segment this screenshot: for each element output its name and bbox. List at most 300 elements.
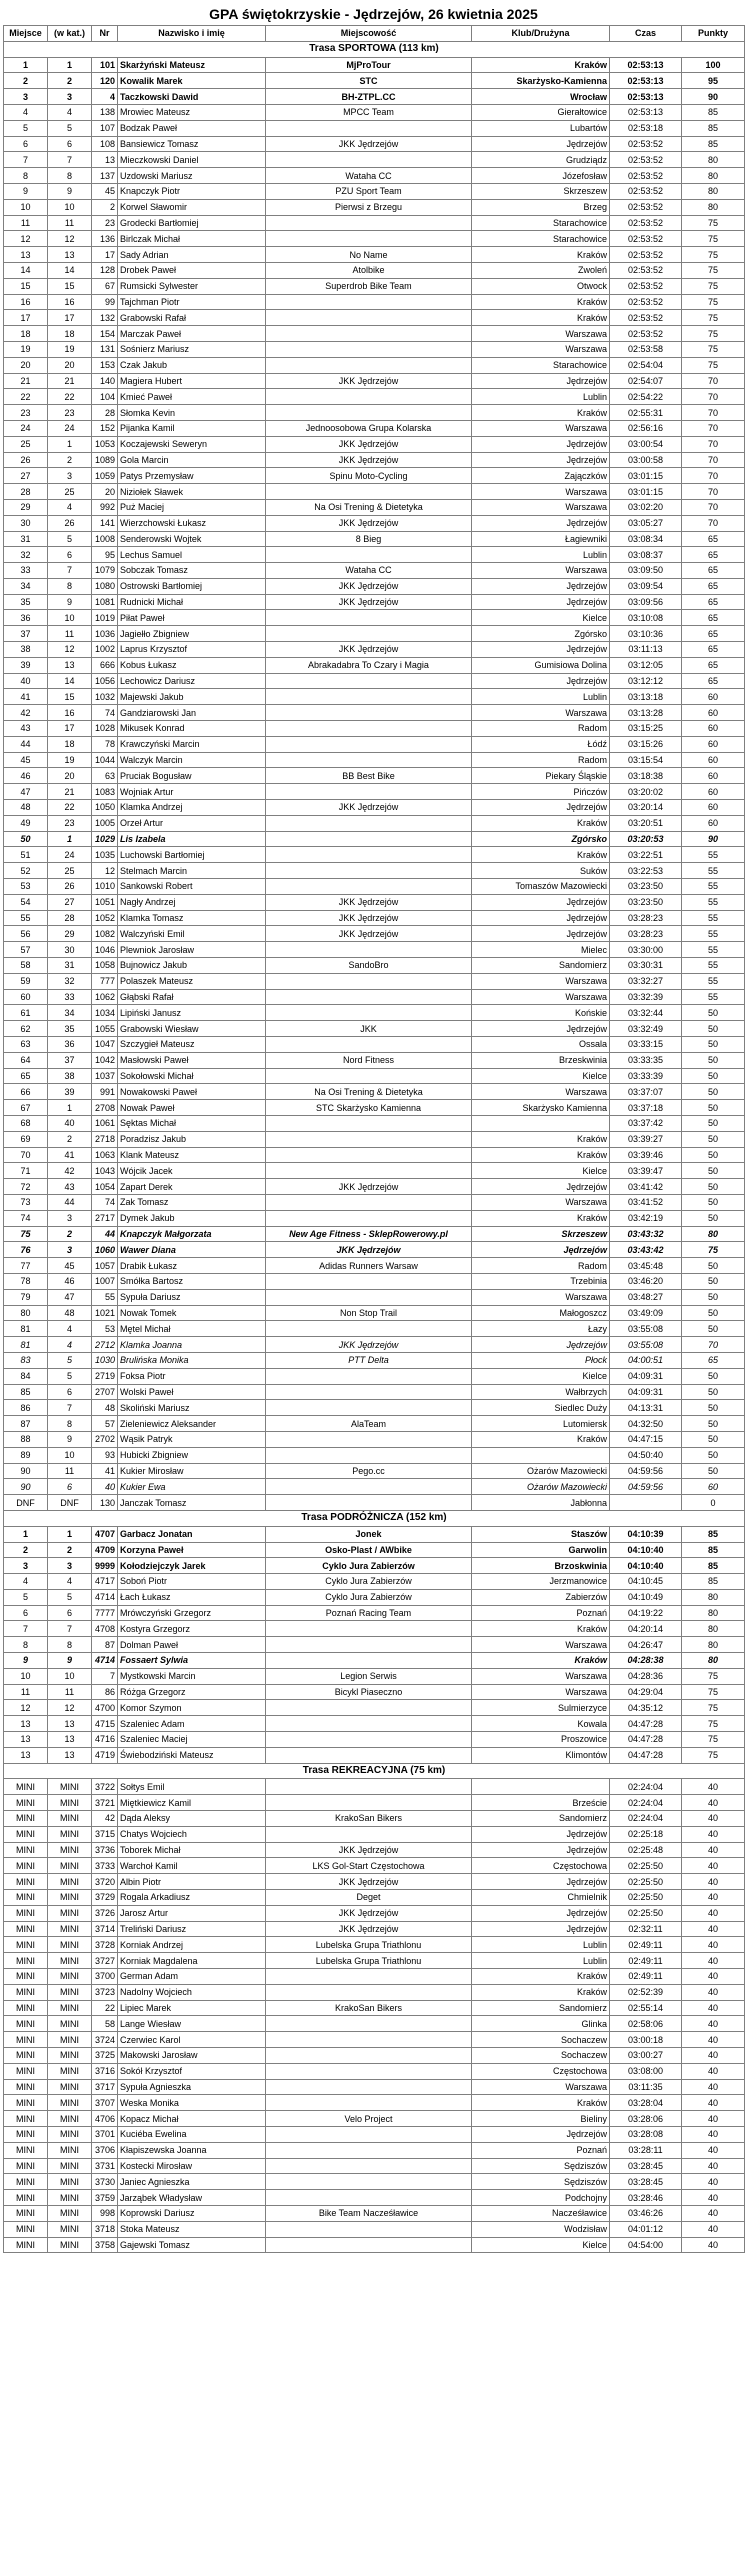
table-row (4, 1842, 745, 1858)
cell-number: 153 (92, 357, 118, 373)
cell-place: 89 (4, 1447, 48, 1463)
cell-number: 137 (92, 168, 118, 184)
cell-number: 1082 (92, 926, 118, 942)
table-row (4, 894, 745, 910)
cell-name: Lipiński Janusz (118, 1005, 266, 1021)
cell-points: 40 (682, 2126, 745, 2142)
cell-time: 03:48:27 (610, 1289, 682, 1305)
cell-number: 28 (92, 405, 118, 421)
cell-category-place: 15 (48, 689, 92, 705)
cell-points: 40 (682, 2016, 745, 2032)
cell-city: Warszawa (472, 1289, 610, 1305)
cell-city: Kraków (472, 815, 610, 831)
cell-club: JKK Jędrzejów (266, 910, 472, 926)
cell-points: 75 (682, 294, 745, 310)
cell-time: 02:25:50 (610, 1905, 682, 1921)
cell-category-place: 13 (48, 247, 92, 263)
cell-city: Lublin (472, 1953, 610, 1969)
table-row (4, 1558, 745, 1574)
cell-number: 152 (92, 420, 118, 436)
cell-club: Lubelska Grupa Triathlonu (266, 1953, 472, 1969)
cell-club (266, 405, 472, 421)
table-row (4, 247, 745, 263)
table-row (4, 1953, 745, 1969)
cell-number: 101 (92, 57, 118, 73)
cell-number: 1002 (92, 642, 118, 658)
cell-place: 36 (4, 610, 48, 626)
cell-club (266, 736, 472, 752)
cell-name: Walczyk Marcin (118, 752, 266, 768)
cell-number: 3707 (92, 2095, 118, 2111)
cell-city: Brzeście (472, 1795, 610, 1811)
cell-points: 50 (682, 1447, 745, 1463)
cell-club (266, 1147, 472, 1163)
cell-time: 03:55:08 (610, 1321, 682, 1337)
cell-number: 131 (92, 341, 118, 357)
cell-city: Warszawa (472, 989, 610, 1005)
cell-time: 04:10:40 (610, 1542, 682, 1558)
table-row (4, 357, 745, 373)
cell-points: 55 (682, 863, 745, 879)
cell-club (266, 215, 472, 231)
cell-city: Kraków (472, 310, 610, 326)
table-row (4, 1068, 745, 1084)
cell-place: 87 (4, 1416, 48, 1432)
cell-time: 04:20:14 (610, 1621, 682, 1637)
table-row (4, 2190, 745, 2206)
cell-number: 3729 (92, 1890, 118, 1906)
cell-points: 40 (682, 2158, 745, 2174)
cell-place: 86 (4, 1400, 48, 1416)
cell-points: 90 (682, 831, 745, 847)
cell-category-place: MINI (48, 2095, 92, 2111)
cell-name: Piłat Paweł (118, 610, 266, 626)
cell-number: 63 (92, 768, 118, 784)
cell-points: 40 (682, 2000, 745, 2016)
cell-name: Kmieć Paweł (118, 389, 266, 405)
cell-club (266, 2237, 472, 2253)
cell-points: 40 (682, 1874, 745, 1890)
cell-club: JKK Jędrzejów (266, 1337, 472, 1353)
cell-name: Nowakowski Paweł (118, 1084, 266, 1100)
cell-points: 50 (682, 1305, 745, 1321)
cell-points: 80 (682, 1621, 745, 1637)
cell-points: 50 (682, 1273, 745, 1289)
cell-points: 50 (682, 1400, 745, 1416)
cell-time: 03:28:04 (610, 2095, 682, 2111)
cell-points: 75 (682, 1700, 745, 1716)
table-row (4, 1416, 745, 1432)
cell-name: Brulińska Monika (118, 1352, 266, 1368)
cell-points: 60 (682, 689, 745, 705)
cell-place: 10 (4, 1668, 48, 1684)
cell-name: Mrowiec Mateusz (118, 104, 266, 120)
cell-time: 03:39:27 (610, 1131, 682, 1147)
table-row (4, 2079, 745, 2095)
cell-category-place: 15 (48, 278, 92, 294)
cell-club (266, 1621, 472, 1637)
cell-number: 1081 (92, 594, 118, 610)
cell-points: 85 (682, 1558, 745, 1574)
cell-points: 80 (682, 183, 745, 199)
cell-time: 02:25:50 (610, 1858, 682, 1874)
table-row (4, 1210, 745, 1226)
cell-points: 55 (682, 958, 745, 974)
cell-points: 65 (682, 673, 745, 689)
cell-place: 71 (4, 1163, 48, 1179)
cell-points: 55 (682, 910, 745, 926)
cell-category-place: 18 (48, 326, 92, 342)
cell-number: 3721 (92, 1795, 118, 1811)
cell-points: 50 (682, 1368, 745, 1384)
cell-number: 1063 (92, 1147, 118, 1163)
cell-points: 80 (682, 152, 745, 168)
cell-city: Jędrzejów (472, 1021, 610, 1037)
cell-name: Klamka Tomasz (118, 910, 266, 926)
cell-place: MINI (4, 1795, 48, 1811)
cell-category-place: MINI (48, 2063, 92, 2079)
cell-time: 03:09:56 (610, 594, 682, 610)
table-row (4, 1431, 745, 1447)
table-row (4, 815, 745, 831)
cell-city: Radom (472, 752, 610, 768)
cell-city: Poznań (472, 2142, 610, 2158)
cell-time: 02:49:11 (610, 1969, 682, 1985)
cell-city: Lublin (472, 389, 610, 405)
cell-club (266, 2063, 472, 2079)
cell-place: MINI (4, 2237, 48, 2253)
table-row (4, 2095, 745, 2111)
cell-club (266, 626, 472, 642)
cell-time: 02:53:52 (610, 247, 682, 263)
cell-city: Warszawa (472, 1084, 610, 1100)
table-row (4, 1005, 745, 1021)
cell-number: 74 (92, 705, 118, 721)
cell-city: Sandomierz (472, 1811, 610, 1827)
cell-number: 1036 (92, 626, 118, 642)
table-row (4, 547, 745, 563)
cell-time: 03:15:26 (610, 736, 682, 752)
cell-time: 03:02:20 (610, 499, 682, 515)
cell-name: Marczak Paweł (118, 326, 266, 342)
cell-time: 02:24:04 (610, 1779, 682, 1795)
cell-points: 70 (682, 499, 745, 515)
table-row (4, 736, 745, 752)
cell-place: 59 (4, 973, 48, 989)
cell-city: Kielce (472, 1068, 610, 1084)
header-number: Nr (92, 26, 118, 42)
cell-name: Sokołowski Michał (118, 1068, 266, 1084)
cell-place: MINI (4, 2190, 48, 2206)
cell-number: 1058 (92, 958, 118, 974)
cell-name: Korniak Magdalena (118, 1953, 266, 1969)
cell-category-place: 10 (48, 610, 92, 626)
cell-category-place: 1 (48, 1526, 92, 1542)
cell-category-place: 39 (48, 1084, 92, 1100)
cell-name: Chatys Wojciech (118, 1826, 266, 1842)
cell-time: 02:54:04 (610, 357, 682, 373)
cell-city: Częstochowa (472, 1858, 610, 1874)
cell-place: 73 (4, 1194, 48, 1210)
cell-name: Klamka Andrzej (118, 800, 266, 816)
table-row (4, 721, 745, 737)
cell-time: 02:53:52 (610, 310, 682, 326)
cell-place: 43 (4, 721, 48, 737)
cell-city: Warszawa (472, 499, 610, 515)
cell-time: 03:01:15 (610, 484, 682, 500)
cell-time: 04:47:15 (610, 1431, 682, 1447)
cell-club (266, 1653, 472, 1669)
section-header (4, 1510, 745, 1526)
cell-name: Albin Piotr (118, 1874, 266, 1890)
cell-points: 65 (682, 626, 745, 642)
cell-number: 1059 (92, 468, 118, 484)
cell-place: 55 (4, 910, 48, 926)
cell-number: 3714 (92, 1921, 118, 1937)
table-row (4, 531, 745, 547)
cell-place: 11 (4, 1684, 48, 1700)
cell-club (266, 1826, 472, 1842)
cell-name: Zak Tomasz (118, 1194, 266, 1210)
cell-points: 60 (682, 721, 745, 737)
cell-club: Adidas Runners Warsaw (266, 1258, 472, 1274)
cell-name: Mętel Michał (118, 1321, 266, 1337)
cell-city: Warszawa (472, 1637, 610, 1653)
table-row (4, 1352, 745, 1368)
cell-club (266, 1163, 472, 1179)
cell-points: 75 (682, 310, 745, 326)
cell-place: 75 (4, 1226, 48, 1242)
cell-club (266, 1795, 472, 1811)
cell-club (266, 752, 472, 768)
cell-category-place: 8 (48, 168, 92, 184)
cell-city: Sędziszów (472, 2174, 610, 2190)
cell-name: Toborek Michał (118, 1842, 266, 1858)
cell-club (266, 1194, 472, 1210)
table-row (4, 215, 745, 231)
cell-city: Chmielnik (472, 1890, 610, 1906)
cell-category-place: 5 (48, 531, 92, 547)
cell-number: 40 (92, 1479, 118, 1495)
cell-time: 03:33:39 (610, 1068, 682, 1084)
cell-time: 03:28:45 (610, 2158, 682, 2174)
cell-city: Kraków (472, 1969, 610, 1985)
cell-time: 03:41:52 (610, 1194, 682, 1210)
cell-category-place: 2 (48, 1542, 92, 1558)
cell-time: 03:11:13 (610, 642, 682, 658)
cell-category-place: 10 (48, 199, 92, 215)
cell-city: Łódź (472, 736, 610, 752)
cell-points: 65 (682, 610, 745, 626)
cell-club: JKK Jędrzejów (266, 594, 472, 610)
cell-place: 29 (4, 499, 48, 515)
cell-club: Pierwsi z Brzegu (266, 199, 472, 215)
cell-place: 81 (4, 1321, 48, 1337)
cell-place: 5 (4, 1589, 48, 1605)
cell-category-place: 12 (48, 1700, 92, 1716)
cell-points: 70 (682, 436, 745, 452)
cell-city: Kraków (472, 1147, 610, 1163)
results-table (3, 25, 745, 2253)
cell-number: 4715 (92, 1716, 118, 1732)
table-row (4, 1811, 745, 1827)
cell-number: 1030 (92, 1352, 118, 1368)
cell-points: 100 (682, 57, 745, 73)
cell-city: Garwolin (472, 1542, 610, 1558)
cell-club (266, 2048, 472, 2064)
table-row (4, 136, 745, 152)
cell-time: 02:53:52 (610, 231, 682, 247)
cell-place: 28 (4, 484, 48, 500)
table-row (4, 1795, 745, 1811)
cell-number: 1052 (92, 910, 118, 926)
cell-category-place: MINI (48, 1874, 92, 1890)
cell-place: 18 (4, 326, 48, 342)
table-row (4, 863, 745, 879)
cell-time: 03:37:07 (610, 1084, 682, 1100)
table-row (4, 2016, 745, 2032)
cell-time: 02:25:18 (610, 1826, 682, 1842)
cell-time: 03:08:34 (610, 531, 682, 547)
cell-place: 15 (4, 278, 48, 294)
cell-time: 03:37:42 (610, 1115, 682, 1131)
cell-number: 1043 (92, 1163, 118, 1179)
table-row (4, 1447, 745, 1463)
cell-points: 65 (682, 1352, 745, 1368)
cell-points: 60 (682, 768, 745, 784)
cell-place: MINI (4, 1984, 48, 2000)
cell-number: 1061 (92, 1115, 118, 1131)
cell-number: 1010 (92, 879, 118, 895)
cell-city: Brzeskwinia (472, 1052, 610, 1068)
cell-time: 02:54:22 (610, 389, 682, 405)
cell-city: Kraków (472, 405, 610, 421)
cell-club: MjProTour (266, 57, 472, 73)
cell-city: Józefosław (472, 168, 610, 184)
cell-name: Hubicki Zbigniew (118, 1447, 266, 1463)
table-row (4, 484, 745, 500)
cell-number: 3726 (92, 1905, 118, 1921)
table-row (4, 468, 745, 484)
cell-number: 57 (92, 1416, 118, 1432)
cell-name: Lange Wiesław (118, 2016, 266, 2032)
cell-category-place: 41 (48, 1147, 92, 1163)
cell-name: Kostyra Grzegorz (118, 1621, 266, 1637)
cell-city: Lubartów (472, 120, 610, 136)
cell-club (266, 341, 472, 357)
cell-points: 70 (682, 452, 745, 468)
cell-time: 03:18:38 (610, 768, 682, 784)
cell-club: STC (266, 73, 472, 89)
table-row (4, 1463, 745, 1479)
cell-club: JKK Jędrzejów (266, 373, 472, 389)
cell-number: 4700 (92, 1700, 118, 1716)
cell-city: Klimontów (472, 1747, 610, 1763)
cell-name: Mystkowski Marcin (118, 1668, 266, 1684)
cell-number: 1029 (92, 831, 118, 847)
table-row (4, 800, 745, 816)
cell-club: Pego.cc (266, 1463, 472, 1479)
cell-points: 85 (682, 1574, 745, 1590)
cell-category-place: 48 (48, 1305, 92, 1321)
cell-category-place: 16 (48, 705, 92, 721)
cell-number: 1035 (92, 847, 118, 863)
table-row (4, 389, 745, 405)
cell-number: 992 (92, 499, 118, 515)
cell-number: 48 (92, 1400, 118, 1416)
cell-place: 84 (4, 1368, 48, 1384)
cell-club: JKK (266, 1021, 472, 1037)
cell-club (266, 1716, 472, 1732)
cell-name: Tajchman Piotr (118, 294, 266, 310)
cell-city: Brzeg (472, 199, 610, 215)
table-row (4, 1479, 745, 1495)
cell-category-place: 10 (48, 1668, 92, 1684)
cell-number: 1042 (92, 1052, 118, 1068)
cell-number: 3728 (92, 1937, 118, 1953)
cell-time: 02:53:52 (610, 152, 682, 168)
table-row (4, 452, 745, 468)
cell-city: Warszawa (472, 1684, 610, 1700)
cell-time: 04:50:40 (610, 1447, 682, 1463)
cell-club (266, 847, 472, 863)
cell-points: 50 (682, 1431, 745, 1447)
cell-time: 02:53:13 (610, 104, 682, 120)
cell-number: 4706 (92, 2111, 118, 2127)
cell-city (472, 1779, 610, 1795)
cell-points: 60 (682, 815, 745, 831)
cell-time: 03:13:18 (610, 689, 682, 705)
cell-category-place: 6 (48, 1605, 92, 1621)
cell-city: Otwock (472, 278, 610, 294)
cell-place: 78 (4, 1273, 48, 1289)
cell-place: 85 (4, 1384, 48, 1400)
cell-number: 3723 (92, 1984, 118, 2000)
cell-name: Birlczak Michał (118, 231, 266, 247)
cell-category-place: 7 (48, 152, 92, 168)
section-title: Trasa PODRÓŻNICZA (152 km) (4, 1510, 745, 1526)
table-row (4, 1984, 745, 2000)
cell-category-place: MINI (48, 1779, 92, 1795)
cell-category-place: 3 (48, 1242, 92, 1258)
cell-points: 40 (682, 1795, 745, 1811)
cell-number: 3701 (92, 2126, 118, 2142)
cell-time: 02:53:52 (610, 294, 682, 310)
table-row (4, 1368, 745, 1384)
cell-club: JKK Jędrzejów (266, 1179, 472, 1195)
cell-city: Skrzeszew (472, 183, 610, 199)
cell-time: 02:53:13 (610, 57, 682, 73)
cell-place: MINI (4, 2095, 48, 2111)
cell-name: Weska Monika (118, 2095, 266, 2111)
cell-name: Sokół Krzysztof (118, 2063, 266, 2079)
cell-category-place: 5 (48, 1368, 92, 1384)
cell-points: 50 (682, 1179, 745, 1195)
table-row (4, 1637, 745, 1653)
cell-name: Lechowicz Dariusz (118, 673, 266, 689)
cell-time: 04:01:12 (610, 2221, 682, 2237)
cell-club (266, 1005, 472, 1021)
cell-number: 1057 (92, 1258, 118, 1274)
cell-name: Wójcik Jacek (118, 1163, 266, 1179)
cell-time: 03:20:51 (610, 815, 682, 831)
table-row (4, 1526, 745, 1542)
cell-category-place: 1 (48, 831, 92, 847)
cell-club: Spinu Moto-Cycling (266, 468, 472, 484)
cell-city: Poznań (472, 1605, 610, 1621)
cell-category-place: 8 (48, 578, 92, 594)
cell-place: 24 (4, 420, 48, 436)
